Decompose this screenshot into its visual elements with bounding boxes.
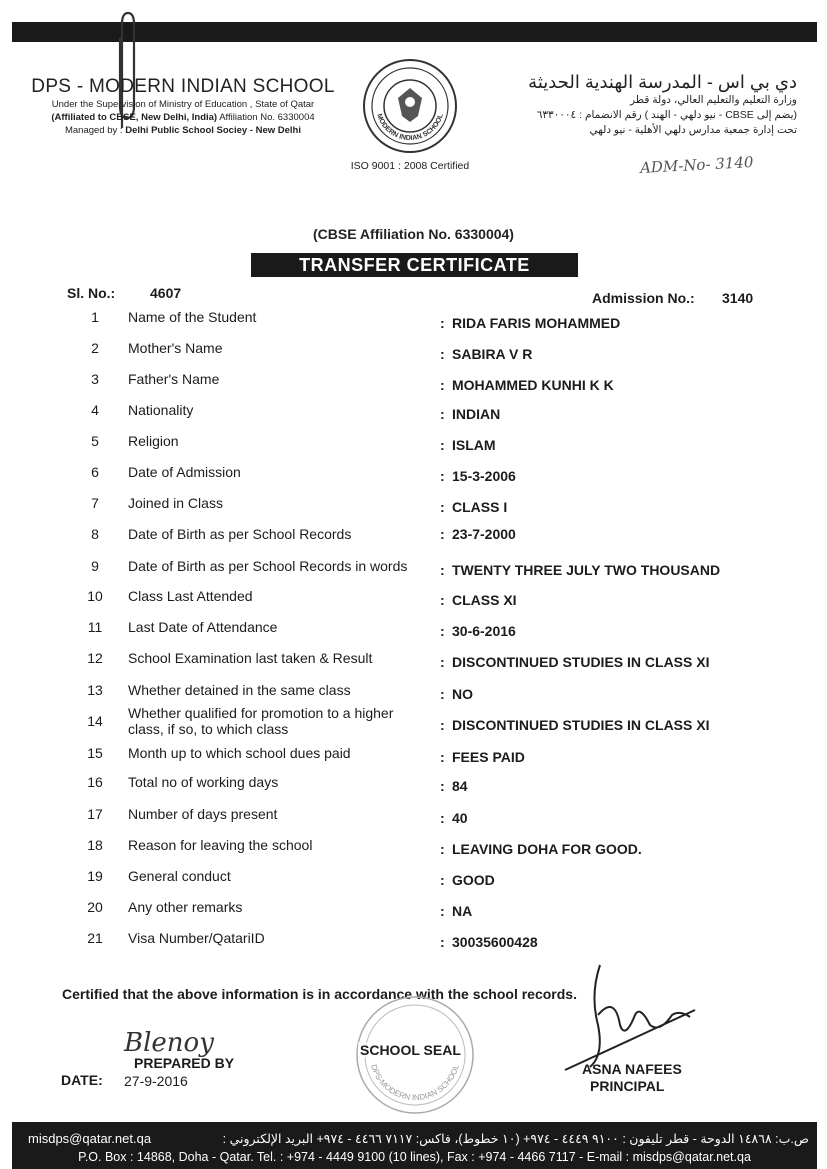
field-separator: :: [440, 686, 445, 702]
field-label: Joined in Class: [128, 495, 223, 511]
field-separator: :: [440, 934, 445, 950]
managed-by-society: Delhi Public School Sociey - New Delhi: [125, 125, 301, 136]
field-separator: :: [440, 346, 445, 362]
field-label: Father's Name: [128, 371, 220, 387]
field-row: [0, 837, 827, 867]
cbse-affiliation: (CBSE Affiliation No. 6330004): [313, 226, 514, 242]
certificate-title: TRANSFER CERTIFICATE: [251, 253, 578, 277]
field-value: DISCONTINUED STUDIES IN CLASS XI: [452, 654, 710, 670]
field-label: Date of Admission: [128, 464, 241, 480]
field-label: General conduct: [128, 868, 231, 884]
field-label: Month up to which school dues paid: [128, 745, 351, 761]
field-label: Number of days present: [128, 806, 278, 822]
field-value: INDIAN: [452, 406, 501, 422]
field-separator: :: [440, 562, 445, 578]
field-label: Whether qualified for promotion to a higher class, if so, to which class: [128, 705, 394, 737]
field-separator: :: [440, 717, 445, 733]
field-separator: :: [440, 526, 445, 542]
field-separator: :: [440, 810, 445, 826]
field-label: Religion: [128, 433, 179, 449]
seal-ring-text: DPS-MODERN INDIAN SCHOOL: [369, 1063, 461, 1103]
field-value: DISCONTINUED STUDIES IN CLASS XI: [452, 717, 710, 733]
field-number: 4: [91, 402, 99, 418]
school-seal-label: SCHOOL SEAL: [360, 1042, 461, 1058]
field-label: Total no of working days: [128, 774, 279, 790]
school-name: DPS - MODERN INDIAN SCHOOL: [31, 76, 335, 97]
field-number: 8: [91, 526, 99, 542]
principal-title: PRINCIPAL: [590, 1078, 665, 1094]
field-value: ISLAM: [452, 437, 496, 453]
footer-email: misdps@qatar.net.qa: [28, 1131, 152, 1146]
field-label: Name of the Student: [128, 309, 257, 325]
field-label: Date of Birth as per School Records in words: [128, 558, 408, 574]
field-number: 5: [91, 433, 99, 449]
field-row: [0, 371, 827, 401]
field-label: Class Last Attended: [128, 588, 253, 604]
field-row: [0, 402, 827, 432]
field-row: [0, 650, 827, 680]
field-row: [0, 526, 827, 556]
serial-number: 4607: [150, 285, 182, 301]
field-number: 11: [87, 619, 103, 635]
field-row: [0, 868, 827, 898]
field-separator: :: [440, 872, 445, 888]
field-separator: :: [440, 778, 445, 794]
prepared-by-signature: Blenoy: [124, 1028, 214, 1058]
field-value: CLASS I: [452, 499, 508, 515]
field-value: FEES PAID: [452, 749, 525, 765]
field-label: Last Date of Attendance: [128, 619, 278, 635]
field-value: TWENTY THREE JULY TWO THOUSAND: [452, 562, 721, 578]
affiliation-bold: (Affiliated to CBSE, New Delhi, India): [51, 112, 218, 123]
field-label: Nationality: [128, 402, 194, 418]
field-number: 12: [87, 650, 103, 666]
field-number: 13: [87, 682, 103, 698]
field-value: 23-7-2000: [452, 526, 516, 542]
field-separator: :: [440, 841, 445, 857]
managed-by-label: Managed by :: [64, 125, 126, 136]
field-number: 3: [91, 371, 99, 387]
field-label: Whether detained in the same class: [128, 682, 351, 698]
field-label: Visa Number/QatariID: [128, 930, 265, 946]
field-number: 18: [87, 837, 103, 853]
field-number: 10: [87, 588, 103, 604]
field-value: 30035600428: [452, 934, 538, 950]
field-row: [0, 899, 827, 929]
field-number: 20: [87, 899, 103, 915]
field-label: Any other remarks: [128, 899, 243, 915]
field-row: [0, 558, 827, 588]
admission-number-label: Admission No.:: [592, 290, 695, 306]
field-value: MOHAMMED KUNHI K K: [452, 377, 614, 393]
field-label: Date of Birth as per School Records: [128, 526, 352, 542]
affiliation-number: Affiliation No. 6330004: [217, 112, 315, 123]
principal-signature: [560, 955, 700, 1075]
field-label: Mother's Name: [128, 340, 223, 356]
field-value: NO: [452, 686, 473, 702]
field-row: [0, 774, 827, 804]
ministry-arabic: وزارة التعليم والتعليم العالي، دولة قطر: [630, 94, 797, 106]
principal-name: ASNA NAFEES: [582, 1061, 682, 1077]
supervision-line: Under the Supervision of Ministry of Education , State of Qatar: [51, 99, 315, 110]
field-value: 40: [452, 810, 468, 826]
iso-certification: ISO 9001 : 2008 Certified: [350, 160, 470, 172]
field-separator: :: [440, 406, 445, 422]
field-separator: :: [440, 468, 445, 484]
field-value: CLASS XI: [452, 592, 517, 608]
field-value: SABIRA V R: [452, 346, 533, 362]
field-row: [0, 619, 827, 649]
school-name-arabic: دي بي اس - المدرسة الهندية الحديثة: [528, 72, 797, 92]
field-number: 19: [87, 868, 103, 884]
field-row: [0, 705, 827, 735]
svg-text:DPS-MODERN INDIAN SCHOOL: [369, 1063, 461, 1102]
serial-number-label: Sl. No.:: [67, 285, 116, 301]
field-row: [0, 745, 827, 775]
field-label: School Examination last taken & Result: [128, 650, 373, 666]
field-value: RIDA FARIS MOHAMMED: [452, 315, 621, 331]
admission-number: 3140: [722, 290, 754, 306]
managed-by-arabic: تحت إدارة جمعية مدارس دلهي الأهلية - نيو دلهي: [589, 124, 797, 136]
field-number: 14: [87, 713, 103, 729]
prepared-by-label: PREPARED BY: [134, 1055, 235, 1071]
field-number: 1: [91, 309, 99, 325]
field-value: 84: [452, 778, 468, 794]
field-separator: :: [440, 749, 445, 765]
field-separator: :: [440, 315, 445, 331]
field-number: 15: [87, 745, 103, 761]
field-row: [0, 309, 827, 339]
field-value: GOOD: [452, 872, 495, 888]
field-separator: :: [440, 654, 445, 670]
field-number: 17: [87, 806, 103, 822]
field-separator: :: [440, 903, 445, 919]
field-row: [0, 340, 827, 370]
field-number: 9: [91, 558, 99, 574]
certification-statement: Certified that the above information is in accordance with the school records.: [62, 986, 577, 1002]
field-separator: :: [440, 437, 445, 453]
field-number: 6: [91, 464, 99, 480]
field-number: 16: [87, 774, 103, 790]
field-row: [0, 464, 827, 494]
issue-date: 27-9-2016: [124, 1073, 188, 1089]
affiliation-arabic: (يضم إلى CBSE - نيو دلهي - الهند ) رقم الانضمام : ٦٣٣٠٠٠٤: [536, 109, 797, 121]
field-label: Reason for leaving the school: [128, 837, 313, 853]
date-label: DATE:: [61, 1072, 103, 1088]
field-number: 7: [91, 495, 99, 511]
field-row: [0, 433, 827, 463]
field-row: [0, 495, 827, 525]
field-number: 2: [91, 340, 99, 356]
field-separator: :: [440, 499, 445, 515]
footer-address: P.O. Box : 14868, Doha - Qatar. Tel. : +974 - 4449 9100 (10 lines), Fax : +974 - 4466 7117 - E-mail : misdps@qatar.net.qa: [78, 1150, 751, 1164]
field-row: [0, 588, 827, 618]
field-row: [0, 930, 827, 960]
field-value: LEAVING DOHA FOR GOOD.: [452, 841, 642, 857]
field-number: 21: [87, 930, 103, 946]
logo-ring-text: MODERN INDIAN SCHOOL: [375, 112, 445, 143]
field-value: 15-3-2006: [452, 468, 516, 484]
field-separator: :: [440, 377, 445, 393]
footer-address-arabic: ص.ب: ١٤٨٦٨ الدوحة - قطر تليفون : ٩١٠٠ ٤٤٤٩ - ٩٧٤+ (١٠ خطوط)، فاكس: ٧١١٧ ٤٤٦٦ - ٩٧٤+ البريد الإلكتروني :: [222, 1132, 809, 1146]
footer-bar: [12, 1122, 817, 1169]
handwritten-admission-note: ADM-No- 3140: [639, 153, 754, 177]
field-separator: :: [440, 592, 445, 608]
field-value: NA: [452, 903, 473, 919]
field-row: [0, 806, 827, 836]
field-separator: :: [440, 623, 445, 639]
field-value: 30-6-2016: [452, 623, 516, 639]
